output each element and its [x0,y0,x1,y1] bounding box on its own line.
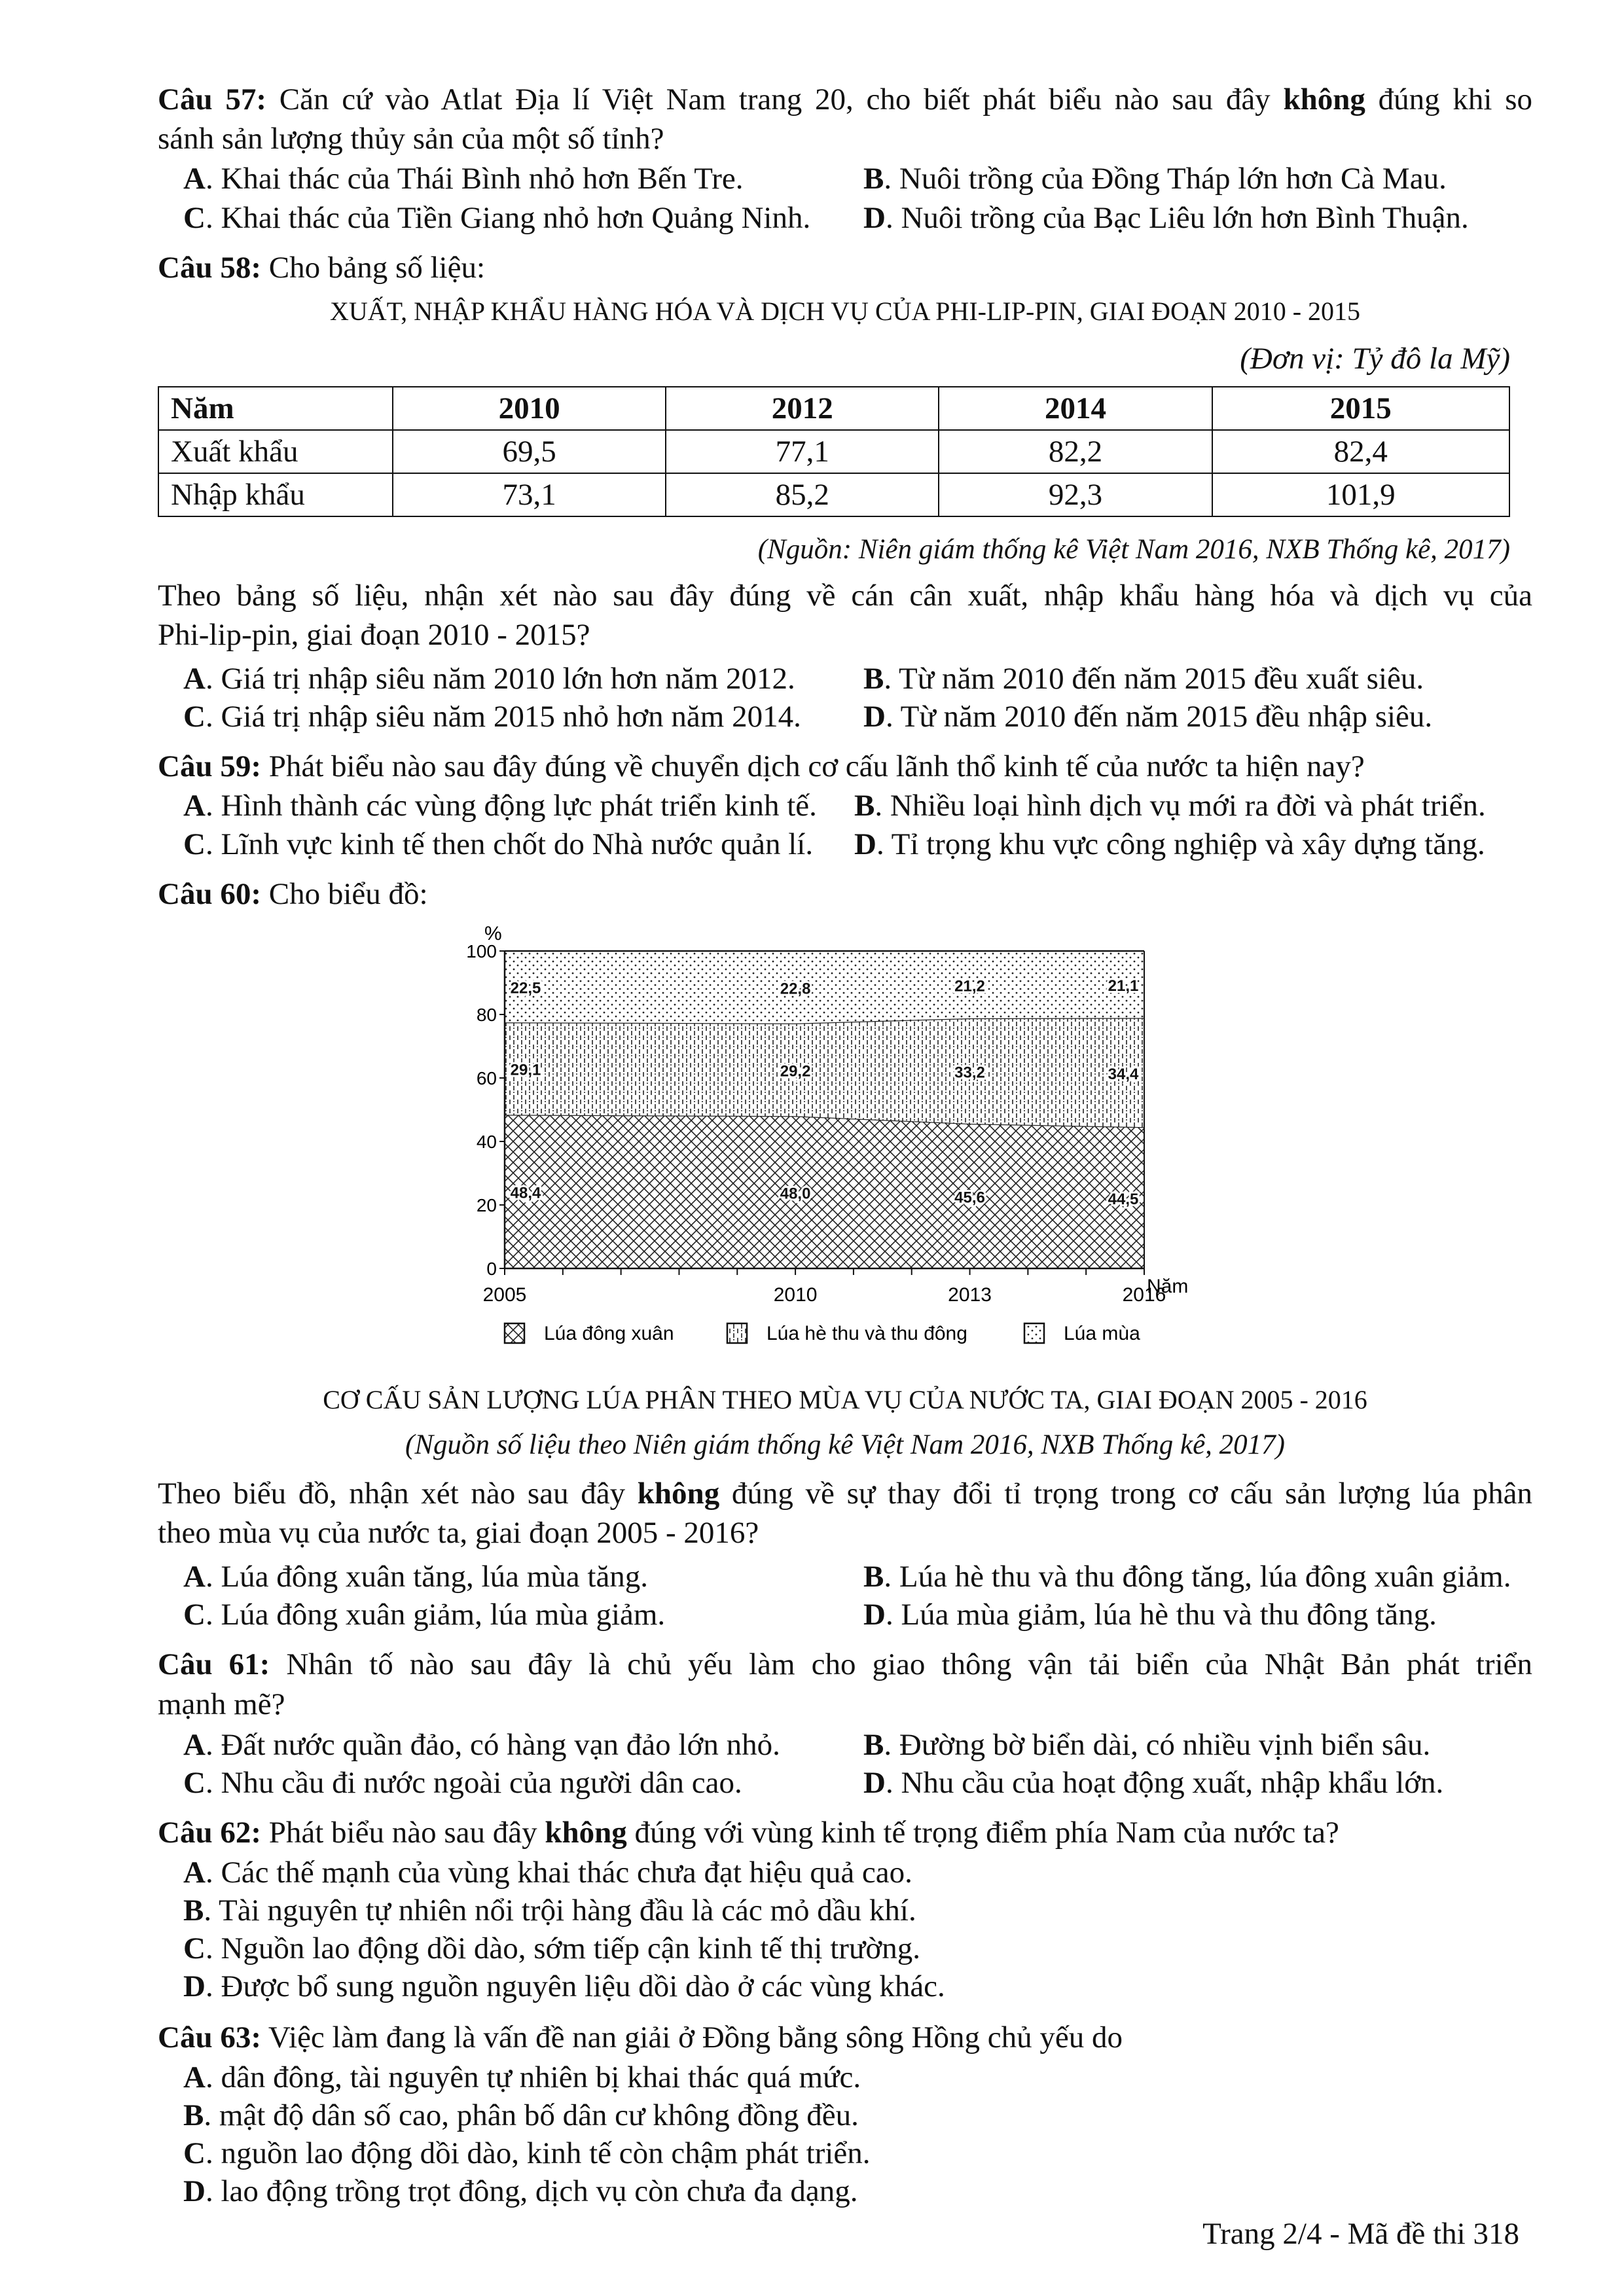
area-lúa-mùa [505,951,1144,1024]
text: theo mùa vụ của nước ta, giai đoạn 2005 - 2016? [158,1516,759,1550]
option-letter: A [183,1728,206,1762]
answer-option[interactable] [863,697,1432,736]
x-tick-label: 2013 [948,1284,992,1306]
answer-option[interactable] [183,825,813,864]
data-label: 29,2 [780,1062,811,1081]
text: Phi-lip-pin, giai đoạn 2010 - 2015? [158,618,590,652]
option-text: . mật độ dân số cao, phân bố dân cư không đồng đều. [204,2098,859,2132]
answer-option[interactable] [183,1929,920,1968]
table-header-cell: 2015 [1212,387,1509,430]
option-letter: A [183,162,206,196]
option-text: . Lúa đông xuân giảm, lúa mùa giảm. [205,1598,666,1632]
answer-option[interactable] [863,1595,1437,1634]
option-letter: B [183,2098,204,2132]
text: Cho biểu đồ: [261,877,428,911]
table-cell: 101,9 [1212,473,1509,516]
option-letter: D [183,1969,206,2003]
text-line [158,874,1532,914]
option-letter: A [183,1856,206,1890]
table-cell: 92,3 [939,473,1212,516]
option-text: . Lĩnh vực kinh tế then chốt do Nhà nước quản lí. [205,827,814,861]
table-cell: 77,1 [666,430,939,473]
option-letter: C [183,1766,206,1800]
bold-text: Câu 57: [158,82,266,117]
text-line [158,1685,1532,1724]
text-line [158,747,1532,786]
option-letter: A [183,1560,206,1594]
bold-text: không [1283,82,1365,117]
answer-option[interactable] [183,2134,870,2173]
legend-swatch [505,1323,524,1343]
data-label: 21,1 [1108,977,1139,996]
data-table [158,386,1510,517]
text: Cho bảng số liệu: [261,251,486,285]
y-tick-label: 80 [476,1005,497,1025]
table-unit: (Đơn vị: Tỷ đô la Mỹ) [1240,342,1510,376]
option-text: . Nguồn lao động dồi dào, sớm tiếp cận kinh tế thị trường. [205,1931,921,1965]
data-label: 22,5 [510,979,541,997]
text-line [158,615,1532,655]
text: Phát biểu nào sau đây đúng về chuyển dịch cơ cấu lãnh thổ kinh tế của nước ta hiện nay? [261,749,1365,783]
option-text: . Nhu cầu đi nước ngoài của người dân cao. [205,1766,742,1800]
table-source: (Nguồn: Niên giám thống kê Việt Nam 2016, NXB Thống kê, 2017) [757,534,1510,565]
option-letter: A [183,662,206,696]
option-text: . dân đông, tài nguyên tự nhiên bị khai thác quá mức. [205,2060,861,2094]
chart-source: (Nguồn số liệu theo Niên giám thống kê Việt Nam 2016, NXB Thống kê, 2017) [405,1429,1285,1460]
table-cell: 69,5 [393,430,666,473]
option-letter: A [183,2060,206,2094]
legend-label: Lúa mùa [1064,1323,1140,1344]
option-text: . Từ năm 2010 đến năm 2015 đều nhập siêu. [885,700,1433,734]
answer-option[interactable] [183,1595,665,1634]
data-label: 29,1 [510,1061,541,1079]
bold-text: Câu 61: [158,1647,270,1681]
option-text: . Được bổ sung nguồn nguyên liệu dồi dào ở các vùng khác. [205,1969,945,2003]
table-header-row [158,387,1509,430]
text-line [158,119,1532,158]
bold-text: Câu 60: [158,877,261,911]
answer-option[interactable] [863,198,1469,238]
x-tick-label: 2005 [482,1284,527,1306]
option-text: . Nuôi trồng của Đồng Tháp lớn hơn Cà Mau. [884,162,1447,196]
answer-option[interactable] [183,1557,648,1596]
option-text: . Từ năm 2010 đến năm 2015 đều xuất siêu. [884,662,1424,696]
y-axis-label: % [484,923,502,944]
legend-label: Lúa hè thu và thu đông [767,1323,967,1344]
text: Căn cứ vào Atlat Địa lí Việt Nam trang 20, cho biết phát biểu nào sau đây [266,82,1284,117]
answer-option[interactable] [863,1763,1443,1803]
answer-option[interactable] [183,1967,945,2006]
answer-option[interactable] [863,159,1447,198]
answer-option[interactable] [183,2096,859,2135]
option-text: . Lúa đông xuân tăng, lúa mùa tăng. [205,1560,649,1594]
answer-option[interactable] [863,1557,1511,1596]
text-line [158,576,1532,615]
answer-option[interactable] [854,786,1486,825]
legend-label: Lúa đông xuân [544,1323,674,1344]
x-tick-label: 2010 [773,1284,818,1306]
option-letter: C [183,700,206,734]
stacked-area-chart [445,916,1218,1374]
option-text: . Nuôi trồng của Bạc Liêu lớn hơn Bình Thuận. [885,201,1469,235]
table-row [158,430,1509,473]
option-letter: B [854,789,875,823]
answer-option[interactable] [183,786,817,825]
option-text: . Lúa mùa giảm, lúa hè thu và thu đông tăng. [885,1598,1437,1632]
table-cell: Nhập khẩu [158,473,393,516]
data-label: 45,6 [954,1189,985,1207]
option-letter: D [183,2174,206,2208]
text-line [158,2018,1532,2057]
bold-text: Câu 59: [158,749,261,783]
answer-option[interactable] [854,825,1485,864]
y-tick-label: 0 [486,1259,497,1279]
option-letter: B [863,1560,884,1594]
text: Nhân tố nào sau đây là chủ yếu làm cho giao thông vận tải biển của Nhật Bản phát triển [270,1647,1532,1681]
text: mạnh mẽ? [158,1687,285,1721]
text: Theo bảng số liệu, nhận xét nào sau đây đúng về cán cân xuất, nhập khẩu hàng hóa và dịch vụ của [158,579,1532,613]
option-text: . Giá trị nhập siêu năm 2010 lớn hơn năm 2012. [205,662,795,696]
text-line [158,1513,1532,1552]
legend-swatch [1024,1323,1044,1343]
data-label: 44,5 [1108,1191,1139,1209]
chart-caption: CƠ CẤU SẢN LƯỢNG LÚA PHÂN THEO MÙA VỤ CỦA NƯỚC TA, GIAI ĐOẠN 2005 - 2016 [323,1385,1367,1414]
text-line [158,248,1532,287]
option-letter: D [863,201,886,235]
text: Việc làm đang là vấn đề nan giải ở Đồng bằng sông Hồng chủ yếu do [261,2020,1123,2054]
option-letter: C [183,201,206,235]
table-row [158,473,1509,516]
option-text: . nguồn lao động dồi dào, kinh tế còn chậm phát triển. [205,2136,871,2170]
answer-option[interactable] [183,1853,912,1892]
answer-option[interactable] [183,1891,916,1930]
table-header-cell: 2012 [666,387,939,430]
bold-text: không [545,1816,627,1850]
table-cell: Xuất khẩu [158,430,393,473]
option-letter: C [183,827,206,861]
option-letter: C [183,2136,206,2170]
option-letter: D [854,827,876,861]
data-label: 21,2 [954,977,985,996]
data-label: 48,4 [510,1184,541,1202]
table-cell: 85,2 [666,473,939,516]
answer-option[interactable] [183,2172,858,2211]
answer-option[interactable] [183,1763,742,1803]
area-lúa-đông-xuân [505,1115,1144,1268]
table-cell: 82,4 [1212,430,1509,473]
option-text: . Giá trị nhập siêu năm 2015 nhỏ hơn năm 2014. [205,700,801,734]
text-line [158,80,1532,119]
option-letter: C [183,1931,206,1965]
x-axis-label: Năm [1147,1276,1189,1297]
y-tick-label: 20 [476,1195,497,1215]
option-letter: D [863,700,886,734]
option-text: . Khai thác của Tiền Giang nhỏ hơn Quảng Ninh. [205,201,811,235]
text: Theo biểu đồ, nhận xét nào sau đây [158,1477,638,1511]
area-lúa-hè-thu-và-thu-đông [505,1018,1144,1127]
text: đúng khi so [1365,82,1532,117]
table-header-cell: 2014 [939,387,1212,430]
option-letter: C [183,1598,206,1632]
answer-option[interactable] [183,2058,861,2097]
option-letter: B [863,662,884,696]
option-letter: D [863,1598,886,1632]
bold-text: Câu 63: [158,2020,261,2054]
answer-option[interactable] [863,659,1424,698]
x-tick-label: 2016 [1122,1284,1166,1306]
option-text: . Đường bờ biển dài, có nhiều vịnh biển sâu. [884,1728,1431,1762]
data-label: 33,2 [954,1064,985,1082]
answer-option[interactable] [183,198,810,238]
answer-option[interactable] [183,159,744,198]
y-tick-label: 40 [476,1132,497,1152]
table-header-cell: Năm [158,387,393,430]
option-text: . Khai thác của Thái Bình nhỏ hơn Bến Tre. [205,162,744,196]
option-letter: A [183,789,206,823]
option-letter: B [863,162,884,196]
answer-option[interactable] [863,1725,1430,1765]
data-label: 22,8 [780,980,811,998]
y-tick-label: 100 [466,941,497,961]
table-cell: 82,2 [939,430,1212,473]
table-cell: 73,1 [393,473,666,516]
option-text: . Lúa hè thu và thu đông tăng, lúa đông xuân giảm. [884,1560,1511,1594]
answer-option[interactable] [183,659,795,698]
bold-text: Câu 58: [158,251,261,285]
text: Phát biểu nào sau đây [261,1816,545,1850]
page-footer: Trang 2/4 - Mã đề thi 318 [1202,2217,1519,2251]
option-text: . Các thế mạnh của vùng khai thác chưa đạt hiệu quả cao. [205,1856,912,1890]
text-line [158,1645,1532,1684]
text: đúng với vùng kinh tế trọng điểm phía Nam của nước ta? [626,1816,1339,1850]
bold-text: không [637,1477,720,1511]
text-line [158,1813,1532,1852]
answer-option[interactable] [183,697,801,736]
option-text: . Nhiều loại hình dịch vụ mới ra đời và phát triển. [875,789,1486,823]
option-text: . lao động trồng trọt đông, dịch vụ còn chưa đa dạng. [205,2174,858,2208]
data-label: 48,0 [780,1185,811,1203]
data-label: 34,4 [1108,1065,1139,1083]
answer-option[interactable] [183,1725,780,1765]
y-tick-label: 60 [476,1068,497,1088]
option-letter: B [863,1728,884,1762]
option-letter: B [183,1893,204,1928]
option-text: . Tài nguyên tự nhiên nổi trội hàng đầu là các mỏ dầu khí. [204,1893,916,1928]
option-text: . Nhu cầu của hoạt động xuất, nhập khẩu lớn. [885,1766,1444,1800]
legend-swatch [727,1323,747,1343]
option-text: . Hình thành các vùng động lực phát triển kinh tế. [205,789,817,823]
option-letter: D [863,1766,886,1800]
option-text: . Tỉ trọng khu vực công nghiệp và xây dựng tăng. [876,827,1485,861]
bold-text: Câu 62: [158,1816,261,1850]
option-text: . Đất nước quần đảo, có hàng vạn đảo lớn nhỏ. [205,1728,780,1762]
table-title: XUẤT, NHẬP KHẨU HÀNG HÓA VÀ DỊCH VỤ CỦA PHI-LIP-PIN, GIAI ĐOẠN 2010 - 2015 [329,296,1361,326]
text-line [158,1474,1532,1513]
table-header-cell: 2010 [393,387,666,430]
text: đúng về sự thay đổi tỉ trọng trong cơ cấu sản lượng lúa phân [719,1477,1532,1511]
text: sánh sản lượng thủy sản của một số tỉnh? [158,122,664,156]
